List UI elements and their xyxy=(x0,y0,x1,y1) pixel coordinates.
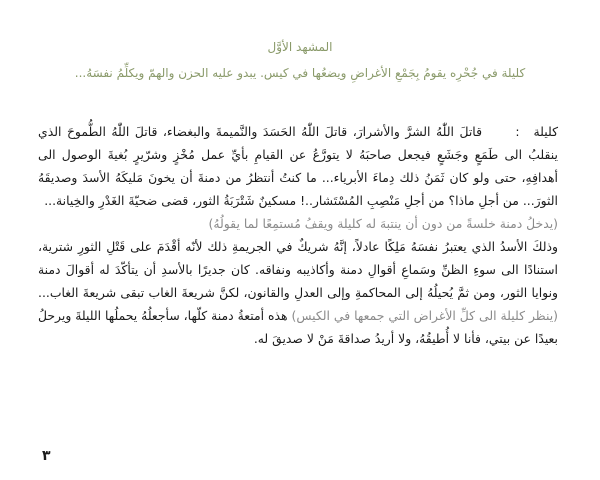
speech-part-2: وذلكَ الأسدُ الذي يعتبرُ نفسَهُ مَلِكًا عادلاً، إنَّهُ شريكٌ في الجريمةِ ذلك لأنّه أقْدَمَ على قَتْلِ الثورِ شترية، استنادًا الى سوءِ الظنِّ وسَماعِ أقوالِ دمنة وأكاذيبه ونفاقه. كان جديرًا بالأسدِ أن يتأكّدَ له أقوالَ دمنة ونوايا الثور، ومن ثمَّ يُحيلُهُ إلى المحاكمةِ وإلى العدلِ والقانون، لكنَّ شريعةَ الغاب تبقى شريعةَ الغاب... xyxy=(38,239,558,300)
speech-part-3: هذه أمتعةُ دمنة كلّها، سأجعلُهُ يحملُها الليلةَ ويرحلُ بعيدًا عن بيتي، فأنا لا أُطيقُهُ، ولا أريدُ صداقةَ مَنْ لا صديقَ له. xyxy=(38,308,558,346)
dialogue-body xyxy=(38,120,558,350)
speaker-label xyxy=(496,120,558,143)
scene-title: المشهد الأوَّل xyxy=(267,40,333,54)
stage-direction-2: (يدخلُ دمنة خلسةً من دون أن ينتبهَ له كليلة ويقفُ مُستمِعًا لما يقولُهُ) xyxy=(208,216,558,231)
speaker-separator: : xyxy=(515,124,520,139)
speaker-name: كليلة xyxy=(533,124,558,139)
speech-part-2-container xyxy=(38,235,558,350)
opening-stage-direction: كليلة في جُحْرِه يقومُ بِجَمْعِ الأغراضِ ويضعُها في كيس. يبدو عليه الحزن والهمّ ويكلِّمُ نفسَهُ... xyxy=(74,66,526,80)
stage-direction-3: (ينظر كليلة الى كلِّ الأغراض التي جمعها في الكيس) xyxy=(291,308,558,323)
speech-part-1: قاتلَ اللّٰهُ الشرَّ والأشرارَ، قاتلَ اللّٰهُ الحَسَدَ والنَّميمةَ والبغضاء، قاتلَ اللّٰهُ الطُّموحَ الذي ينقلبُ الى طَمَعٍ وجَشَعٍ فيجعل صاحبَهُ لا يتورَّعُ عن القيامِ بأيِّ عمل مُخْزٍ وشرّيرٍ بُغيةَ الوصول الى أهدافِهِ، حتى ولو كان ثَمَنُ ذلك دِماءَ الأبرياء... ما كنتُ أنتظرُ من دمنةَ أن يخونَ مَليكَهُ الأسدَ وصديقَهُ الثورَ... من أجلِ ماذا؟ من أجلِ مَنْصِبِ المُسْتَشار..! مسكينٌ شَتْرَبَةُ الثور، قضى ضحيّةَ الغَدْرِ والخِيانة... xyxy=(38,124,558,208)
page-number: ٣ xyxy=(42,448,51,464)
